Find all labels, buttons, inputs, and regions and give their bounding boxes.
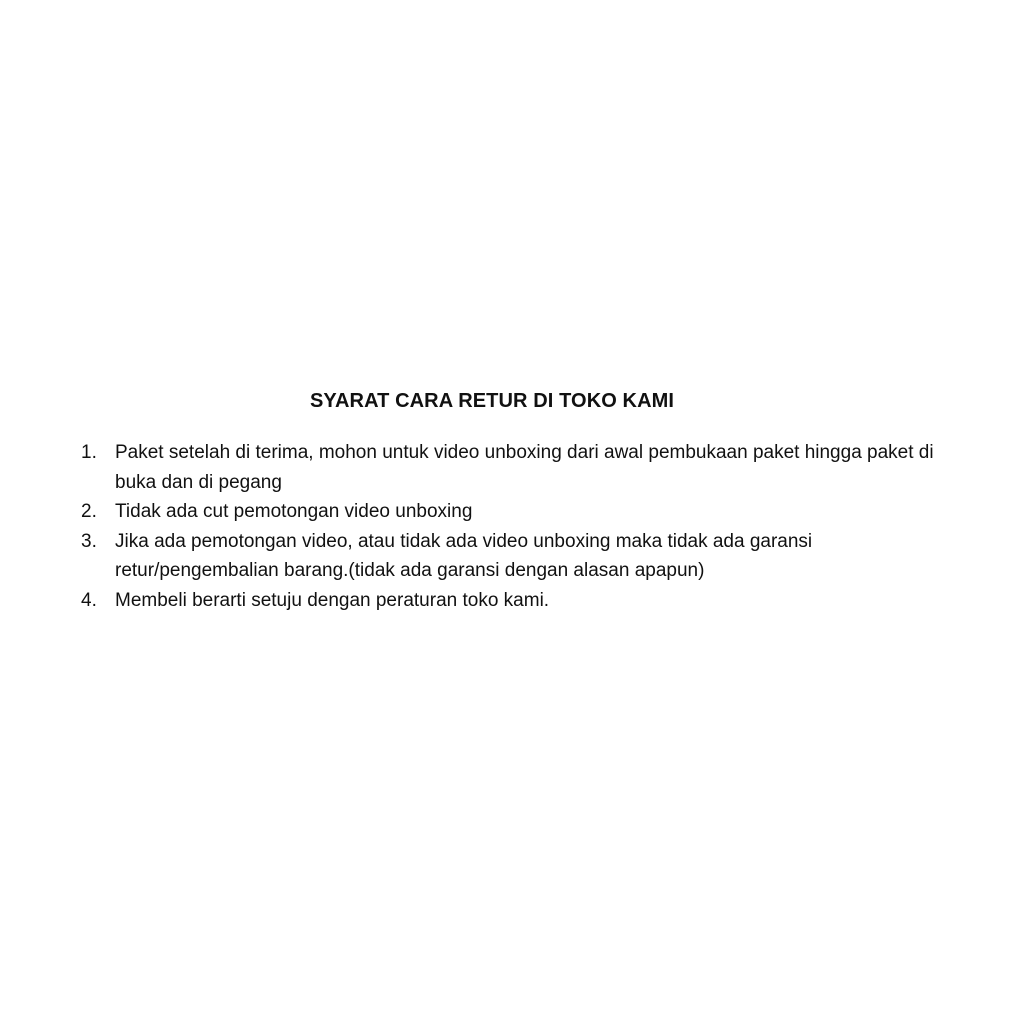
rule-item-1 [78, 438, 948, 497]
rule-number: 2. [81, 501, 97, 522]
rule-item-3 [78, 527, 948, 586]
rule-text: Paket setelah di terima, mohon untuk video unboxing dari awal pembukaan paket hingga paket di buka dan di pegang [115, 442, 934, 493]
document-title: SYARAT CARA RETUR DI TOKO KAMI [309, 390, 675, 412]
rule-item-2 [78, 497, 948, 527]
rule-number: 1. [81, 442, 97, 463]
rule-text: Jika ada pemotongan video, atau tidak ada video unboxing maka tidak ada garansi retur/pengembalian barang.(tidak ada garansi dengan alasan apapun) [115, 530, 813, 581]
rule-number: 3. [81, 530, 97, 552]
rule-number: 4. [81, 589, 97, 611]
rule-text: Membeli berarti setuju dengan peraturan toko kami. [115, 589, 550, 611]
rule-item-4 [78, 586, 948, 616]
rules-list [78, 438, 948, 615]
rule-text: Tidak ada cut pemotongan video unboxing [115, 501, 473, 522]
